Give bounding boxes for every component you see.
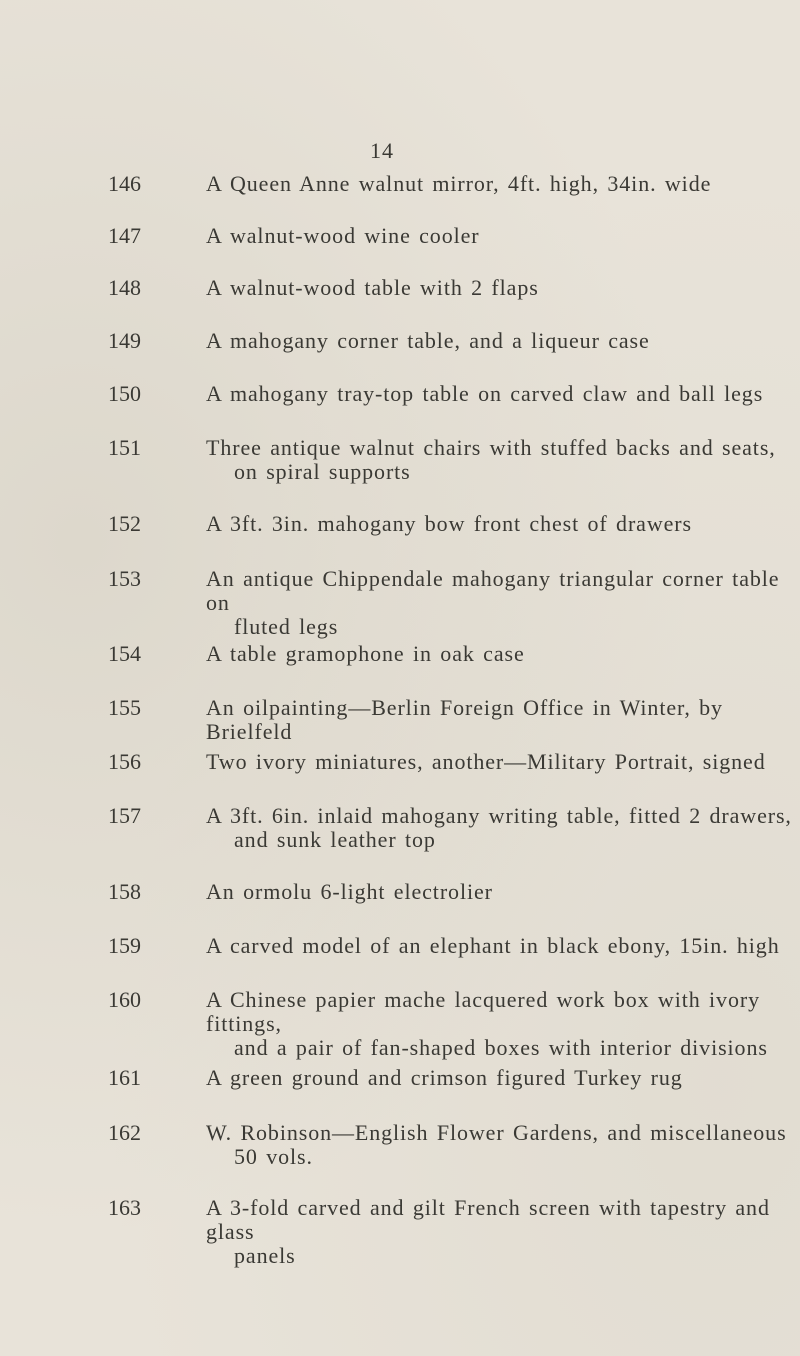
lot-number: 146 [108, 171, 141, 196]
lot-description [206, 880, 800, 904]
lot-number: 148 [108, 275, 141, 300]
lot-description [206, 224, 800, 248]
lot-description [206, 1196, 800, 1268]
lot-number: 152 [108, 511, 141, 536]
lot-description [206, 804, 800, 852]
lot-number: 153 [108, 566, 141, 591]
lot-description-line: A 3ft. 6in. inlaid mahogany writing table, fitted 2 drawers, [206, 803, 792, 828]
lot-description-continuation: and a pair of fan-shaped boxes with interior divisions [234, 1035, 768, 1060]
lot-number: 157 [108, 803, 141, 828]
lot-number: 151 [108, 435, 141, 460]
lot-description-line: A 3-fold carved and gilt French screen with tapestry and glass [206, 1195, 770, 1244]
lot-description-continuation: panels [234, 1243, 296, 1268]
lot-description [206, 934, 800, 958]
lot-description [206, 382, 800, 406]
lot-description-line: W. Robinson—English Flower Gardens, and miscellaneous [206, 1120, 787, 1145]
lot-number: 155 [108, 695, 141, 720]
lot-description [206, 696, 800, 744]
lot-description [206, 276, 800, 300]
lot-description-line: A mahogany corner table, and a liqueur case [206, 328, 650, 353]
lot-number: 149 [108, 328, 141, 353]
lot-description-line: Three antique walnut chairs with stuffed backs and seats, [206, 435, 776, 460]
lot-description [206, 172, 800, 196]
lot-description [206, 642, 800, 666]
lot-description [206, 750, 800, 774]
lot-number: 162 [108, 1120, 141, 1145]
lot-description-line: An ormolu 6-light electrolier [206, 879, 493, 904]
lot-number: 159 [108, 933, 141, 958]
lot-description [206, 988, 800, 1060]
lot-description-line: A Chinese papier mache lacquered work box with ivory fittings, [206, 987, 760, 1036]
page-number: 14 [370, 138, 394, 163]
lot-number: 156 [108, 749, 141, 774]
lot-description-continuation: on spiral supports [234, 459, 411, 484]
lot-description [206, 1066, 800, 1090]
lot-description [206, 1121, 800, 1169]
lot-description-line: A 3ft. 3in. mahogany bow front chest of drawers [206, 511, 692, 536]
lot-description-line: An oilpainting—Berlin Foreign Office in Winter, by Brielfeld [206, 695, 723, 744]
lot-description-line: A carved model of an elephant in black ebony, 15in. high [206, 933, 780, 958]
lot-description-line: A Queen Anne walnut mirror, 4ft. high, 34in. wide [206, 171, 712, 196]
lot-description-line: An antique Chippendale mahogany triangular corner table on [206, 566, 780, 615]
lot-number: 160 [108, 987, 141, 1012]
lot-description-continuation: 50 vols. [234, 1144, 313, 1169]
lot-description-line: A walnut-wood table with 2 flaps [206, 275, 539, 300]
lot-number: 150 [108, 381, 141, 406]
lot-description [206, 512, 800, 536]
lot-description [206, 436, 800, 484]
lot-description-continuation: and sunk leather top [234, 827, 436, 852]
lot-number: 163 [108, 1195, 141, 1220]
lot-number: 158 [108, 879, 141, 904]
lot-description-continuation: fluted legs [234, 614, 339, 639]
lot-description [206, 567, 800, 639]
lot-description-line: Two ivory miniatures, another—Military Portrait, signed [206, 749, 766, 774]
lot-description-line: A green ground and crimson figured Turkey rug [206, 1065, 683, 1090]
lot-number: 154 [108, 641, 141, 666]
lot-description [206, 329, 800, 353]
lot-number: 147 [108, 223, 141, 248]
lot-number: 161 [108, 1065, 141, 1090]
lot-description-line: A table gramophone in oak case [206, 641, 525, 666]
lot-description-line: A walnut-wood wine cooler [206, 223, 480, 248]
lot-description-line: A mahogany tray-top table on carved claw and ball legs [206, 381, 764, 406]
